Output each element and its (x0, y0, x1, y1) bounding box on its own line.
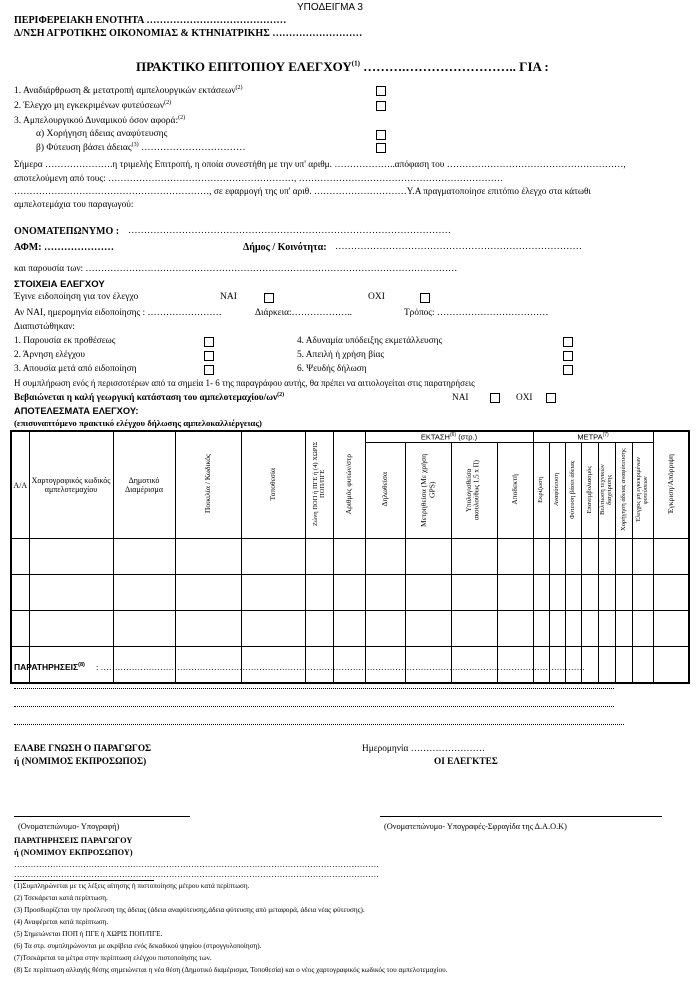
footnote-2: (2) Τσεκάρεται κατά περίπτωση. (14, 894, 108, 902)
item-potential-sup: (2) (178, 115, 186, 121)
col-accepted (497, 443, 533, 539)
col-calculated-label: Υπολογισθείσα ακουλούθως 1,5 x Π) (465, 459, 481, 520)
body-line-1: Σήμερα ………………….η τριμελής Επιτροπή, η οποία συνεστήθη με την υπ' αριθμ. ………………..απόφαση του …………………………………………………, (14, 160, 626, 170)
col-m3-label: Φύτευση βάσει άδειας (569, 460, 577, 519)
col-m7-label: Έλεγχος μη εγκεκριμένων φυτεύσεων (634, 457, 649, 522)
col-declared (365, 443, 405, 539)
col-m5 (598, 443, 615, 539)
notification-date[interactable]: Αν ΝΑΙ, ημερομηνία ειδοποίησης : …………………… (14, 308, 222, 318)
item-restructuring-sup: (2) (235, 85, 243, 91)
region-line: ΠΕΡΙΦΕΡΕΙΑΚΗ ΕΝΟΤΗΤΑ …………………………………… (14, 15, 287, 26)
body-line-2: αποτελούμενη από τους: ……………………………………………………, ………………………………………………………… (14, 174, 504, 184)
col-map-code: Χαρτογραφικός κωδικός αμπελοτεμαχίου (29, 431, 113, 539)
municipality-field[interactable]: …………………………………………………………………… (335, 242, 582, 252)
producer-sign-caption: (Ονοματεπώνυμο- Υπογραφή) (18, 822, 120, 831)
area-group-header (365, 431, 533, 443)
producer-ack: ΕΛΑΒΕ ΓΝΩΣΗ Ο ΠΑΡΑΓΩΓΟΣ (14, 744, 152, 754)
col-plants (333, 431, 365, 539)
method-field[interactable]: Τρόπος: ……………………………… (404, 308, 549, 318)
footnote-6: (6) Τα στρ. συμπληρώνονται με ακρίβεια ενός δεκαδικού ψηφίου (στρογγυλοποίηση). (14, 942, 262, 950)
control-heading: ΣΤΟΙΧΕΙΑ ΕΛΕΓΧΟΥ (14, 279, 105, 290)
item-unapproved-sup: (2) (164, 100, 172, 106)
col-declared-label: Δηλωθείσα (379, 472, 389, 507)
col-district: Δημοτικό Διαμέρισμα (113, 431, 175, 539)
inspectors-label: ΟΙ ΕΛΕΓΚΤΕΣ (434, 757, 498, 767)
producer-signature-line[interactable] (14, 816, 190, 817)
checkbox-finding-4[interactable] (563, 337, 573, 347)
producer-representative: ή (ΝΟΜΙΜΟΣ ΕΚΠΡΟΣΩΠΟΣ) (14, 757, 147, 767)
title-text: ΠΡΑΚΤΙΚΟ ΕΠΙΤΟΠΙΟΥ ΕΛΕΓΧΟΥ (136, 59, 352, 74)
title-sup: (1) (351, 59, 360, 68)
table-row[interactable] (11, 575, 689, 611)
footnote-4: (4) Αναφέρεται κατά περίπτωση. (14, 918, 109, 926)
measures-group-header (533, 431, 653, 443)
inspector-signature-line[interactable] (380, 816, 662, 817)
col-measured-label: Μετρηθείσα (Με χρήση GPS) (418, 452, 436, 527)
table-row[interactable] (11, 611, 689, 647)
col-zone-label: Ζώνη ΠΟΠ ή ΠΓΕ ή (4) ΧΩΡΙΣ ΠΟΠ/ΠΓΕ (311, 441, 326, 527)
finding-5-label: 5. Απειλή ή χρήση βίας (297, 350, 385, 360)
checkbox-notified-yes[interactable] (264, 293, 274, 303)
item-unapproved-label: 2. Έλεγχο μη εγκεκριμένων φυτεύσεων (14, 101, 165, 112)
date-field[interactable]: Ημερομηνία …………………… (362, 744, 486, 754)
producer-remarks-title-2: ή (ΝΟΜΙΜΟΥ ΕΚΠΡΟΣΩΠΟΥ) (14, 848, 133, 857)
finding-1-label: 1. Παρουσία εκ προθέσεως (14, 336, 116, 346)
item-planting-permit-label: β) Φύτευση βάσει άδειας (36, 143, 132, 154)
col-m1 (533, 443, 549, 539)
found-label: Διαπιστώθηκαν: (14, 322, 75, 332)
col-approval-label: Έγκριση/Απόρριψη (665, 454, 675, 514)
producer-remarks-title: ΠΑΡΑΤΗΡΗΣΕΙΣ ΠΑΡΑΓΩΓΟΥ (14, 836, 133, 845)
good-condition-cert (14, 392, 284, 403)
producer-remarks-line-1[interactable]: …………………………………………………………………………………………………………………… (14, 860, 380, 869)
findings-note: Η συμπλήρωση ενός ή περισσοτέρων από τα σημεία 1- 6 της παραγράφου αυτής, θα πρέπει να αιτιολογείται στις παρατηρήσεις (14, 378, 475, 388)
col-location (241, 431, 305, 539)
good-condition-label: Βεβαιώνεται η καλή γεωργική κατάσταση του αμπελοτεμαχίου/ων (14, 393, 278, 404)
checkbox-notified-no[interactable] (420, 293, 430, 303)
checkbox-finding-2[interactable] (204, 351, 214, 361)
remarks-line-2[interactable] (14, 706, 614, 708)
col-aa: Α/Α (11, 431, 29, 539)
checkbox-finding-3[interactable] (204, 365, 214, 375)
col-calculated (451, 443, 497, 539)
body-line-4: αμπελοτεμάχια του παραγωγού: (14, 200, 134, 210)
cert-yes-label: ΝΑΙ (452, 393, 469, 403)
col-m4-label: Επανεμβολιασμός (585, 465, 593, 514)
checkbox-finding-1[interactable] (204, 337, 214, 347)
checkbox-planting-permit[interactable] (376, 143, 386, 153)
inspector-sign-caption: (Ονοματεπώνυμο- Υπογραφές-Σφραγίδα της Δ.Α.Ο.Κ) (384, 822, 567, 831)
measures-group-sup: (7) (602, 432, 609, 439)
page-title (136, 59, 549, 75)
col-m5-label: Βελτίωση τεχνικών διαχείρισης (599, 464, 614, 515)
producer-name-label: ΟΝΟΜΑΤΕΠΩΝΥΜΟ : (14, 226, 120, 237)
checkbox-replanting-permit[interactable] (376, 130, 386, 140)
checkbox-finding-6[interactable] (563, 365, 573, 375)
col-m6 (615, 443, 632, 539)
cert-no-label: ΟΧΙ (516, 393, 533, 403)
checkbox-cert-no[interactable] (546, 393, 556, 403)
col-m3 (565, 443, 581, 539)
footnote-5: (5) Σημειώνεται ΠΟΠ ή ΠΓΕ ή ΧΩΡΙΣ ΠΟΠ/ΠΓΕ. (14, 930, 163, 938)
results-heading: ΑΠΟΤΕΛΕΣΜΑΤΑ ΕΛΕΓΧΟΥ: (14, 406, 139, 416)
footnote-7: (7)Τσεκάρεται τα μέτρα στην περίπτωση ελέγχου πιστοποίησης των. (14, 954, 212, 962)
item-potential-label: 3. Αμπελουργικού Δυναμικού όσον αφορά: (14, 116, 179, 127)
item-restructuring-label: 1. Αναδιάρθρωση & μετατροπή αμπελουργικών εκτάσεων (14, 86, 236, 97)
finding-3-label: 3. Απουσία μετά από ειδοποίηση (14, 364, 137, 374)
table-row[interactable] (11, 539, 689, 575)
presence-field[interactable]: και παρουσία των: ………………………………………………………………………………………………………… (14, 264, 458, 274)
area-group-label: ΕΚΤΑΣΗ (420, 432, 450, 442)
checkbox-cert-yes[interactable] (490, 393, 500, 403)
remarks-line-3[interactable] (14, 724, 624, 726)
remarks-label-text: ΠΑΡΑΤΗΡΗΣΕΙΣ (14, 662, 79, 672)
remarks-sup: (8) (78, 662, 85, 669)
finding-6-label: 6. Ψευδής δήλωση (297, 364, 367, 374)
remarks-line-1[interactable] (14, 688, 614, 690)
item-restructuring (14, 85, 243, 96)
col-variety-label: Ποικιλία / Κωδικός (202, 454, 212, 514)
notified-yes-label: ΝΑΙ (220, 292, 237, 302)
col-approval (653, 431, 689, 539)
item-replanting-permit: α) Χορήγηση άδειας αναφύτευσης (36, 129, 168, 139)
col-m2 (549, 443, 565, 539)
col-measured (405, 443, 451, 539)
title-tail: ……….…………………….. ΓΙΑ : (363, 59, 549, 74)
footnote-1: (1)Συμπληρώνεται με τις λέξεις αίτησης ή πιστοποίησης μέτρου κατά περίπτωση. (14, 882, 250, 890)
results-table (10, 430, 690, 684)
col-accepted-label: Αποδεκτή (509, 474, 519, 505)
remarks-label (14, 662, 85, 672)
col-plants-label: Αριθμός φυτών/στρ (343, 453, 353, 515)
item-planting-permit-sup: (3) (131, 142, 139, 148)
area-group-unit: (στρ.) (458, 432, 478, 442)
checkbox-finding-5[interactable] (563, 351, 573, 361)
checkbox-restructuring[interactable] (376, 86, 386, 96)
duration-field[interactable]: Διάρκεια:……………….. (255, 308, 352, 318)
col-zone (305, 431, 333, 539)
remarks-dots[interactable]: : ……………………………………………………………………………………………………………………………………………………… (96, 662, 585, 672)
item-planting-permit-dots: …………………………… (140, 143, 246, 154)
col-m1-label: Εκρίζωση (537, 476, 545, 503)
finding-4-label: 4. Αδυναμία υπόδειξης εκμετάλλευσης (297, 336, 443, 346)
col-m7 (632, 443, 653, 539)
col-m6-label: Χορήγηση άδειας αναφύτευσης (619, 448, 627, 531)
good-condition-sup: (2) (277, 392, 285, 398)
area-group-sup: (6) (449, 432, 457, 439)
producer-name-field[interactable]: ………………………………………………………………………………………… (128, 226, 451, 236)
footnote-divider (14, 880, 154, 881)
municipality-label: Δήμος / Κοινότητα: (243, 242, 327, 253)
producer-remarks-line-2[interactable]: …………………………………………………………………………………………………………………… (14, 870, 380, 879)
col-location-label: Τοποθεσία (267, 467, 277, 501)
form-template-label: ΥΠΟΔΕΙΓΜΑ 3 (297, 2, 363, 13)
checkbox-unapproved[interactable] (376, 101, 386, 111)
body-line-3: ………………………………………………………, σε εφαρμογή της υπ' αριθ. …………………………Υ.Α πραγματοποίησε επιτόπιο έλεγχο στα κάτωθι (14, 187, 591, 197)
notified-no-label: ΟΧΙ (368, 292, 385, 302)
footnote-8: (8) Σε περίπτωση αλλαγής θέσης σημειώνεται η νέα θέση (Δημοτικό διαμέρισμα, Τοποθεσία) και ο νέος χαρτογραφικός κωδικός του αμπελοτεμαχίου. (14, 966, 448, 974)
footnote-3: (3) Προσδιορίζεται την προέλευση της άδειας (άδεια αναφύτευσης,άδεια φύτευσης από μεταφορά, άδεια νέας φύτευσης). (14, 906, 365, 914)
measures-group-label: ΜΕΤΡΑ (577, 432, 603, 442)
item-planting-permit (36, 142, 245, 153)
finding-2-label: 2. Άρνηση ελέγχου (14, 350, 85, 360)
item-potential (14, 115, 185, 126)
afm-label[interactable]: ΑΦΜ: ………………… (14, 242, 115, 253)
notified-label: Έγινε ειδοποίηση για τον έλεγχο (14, 292, 139, 302)
directorate-line: Δ/ΝΣΗ ΑΓΡΟΤΙΚΗΣ ΟΙΚΟΝΟΜΙΑΣ & ΚΤΗΝΙΑΤΡΙΚΗΣ ……………………… (14, 28, 363, 39)
results-subheading: (επισυναπτόμενο πρακτικό ελέγχου δήλωσης αμπελοκαλλιέργειας) (14, 418, 262, 428)
col-m4 (581, 443, 598, 539)
col-m2-label: Αναφύτευση (553, 473, 561, 506)
col-variety (175, 431, 241, 539)
item-unapproved (14, 100, 171, 111)
